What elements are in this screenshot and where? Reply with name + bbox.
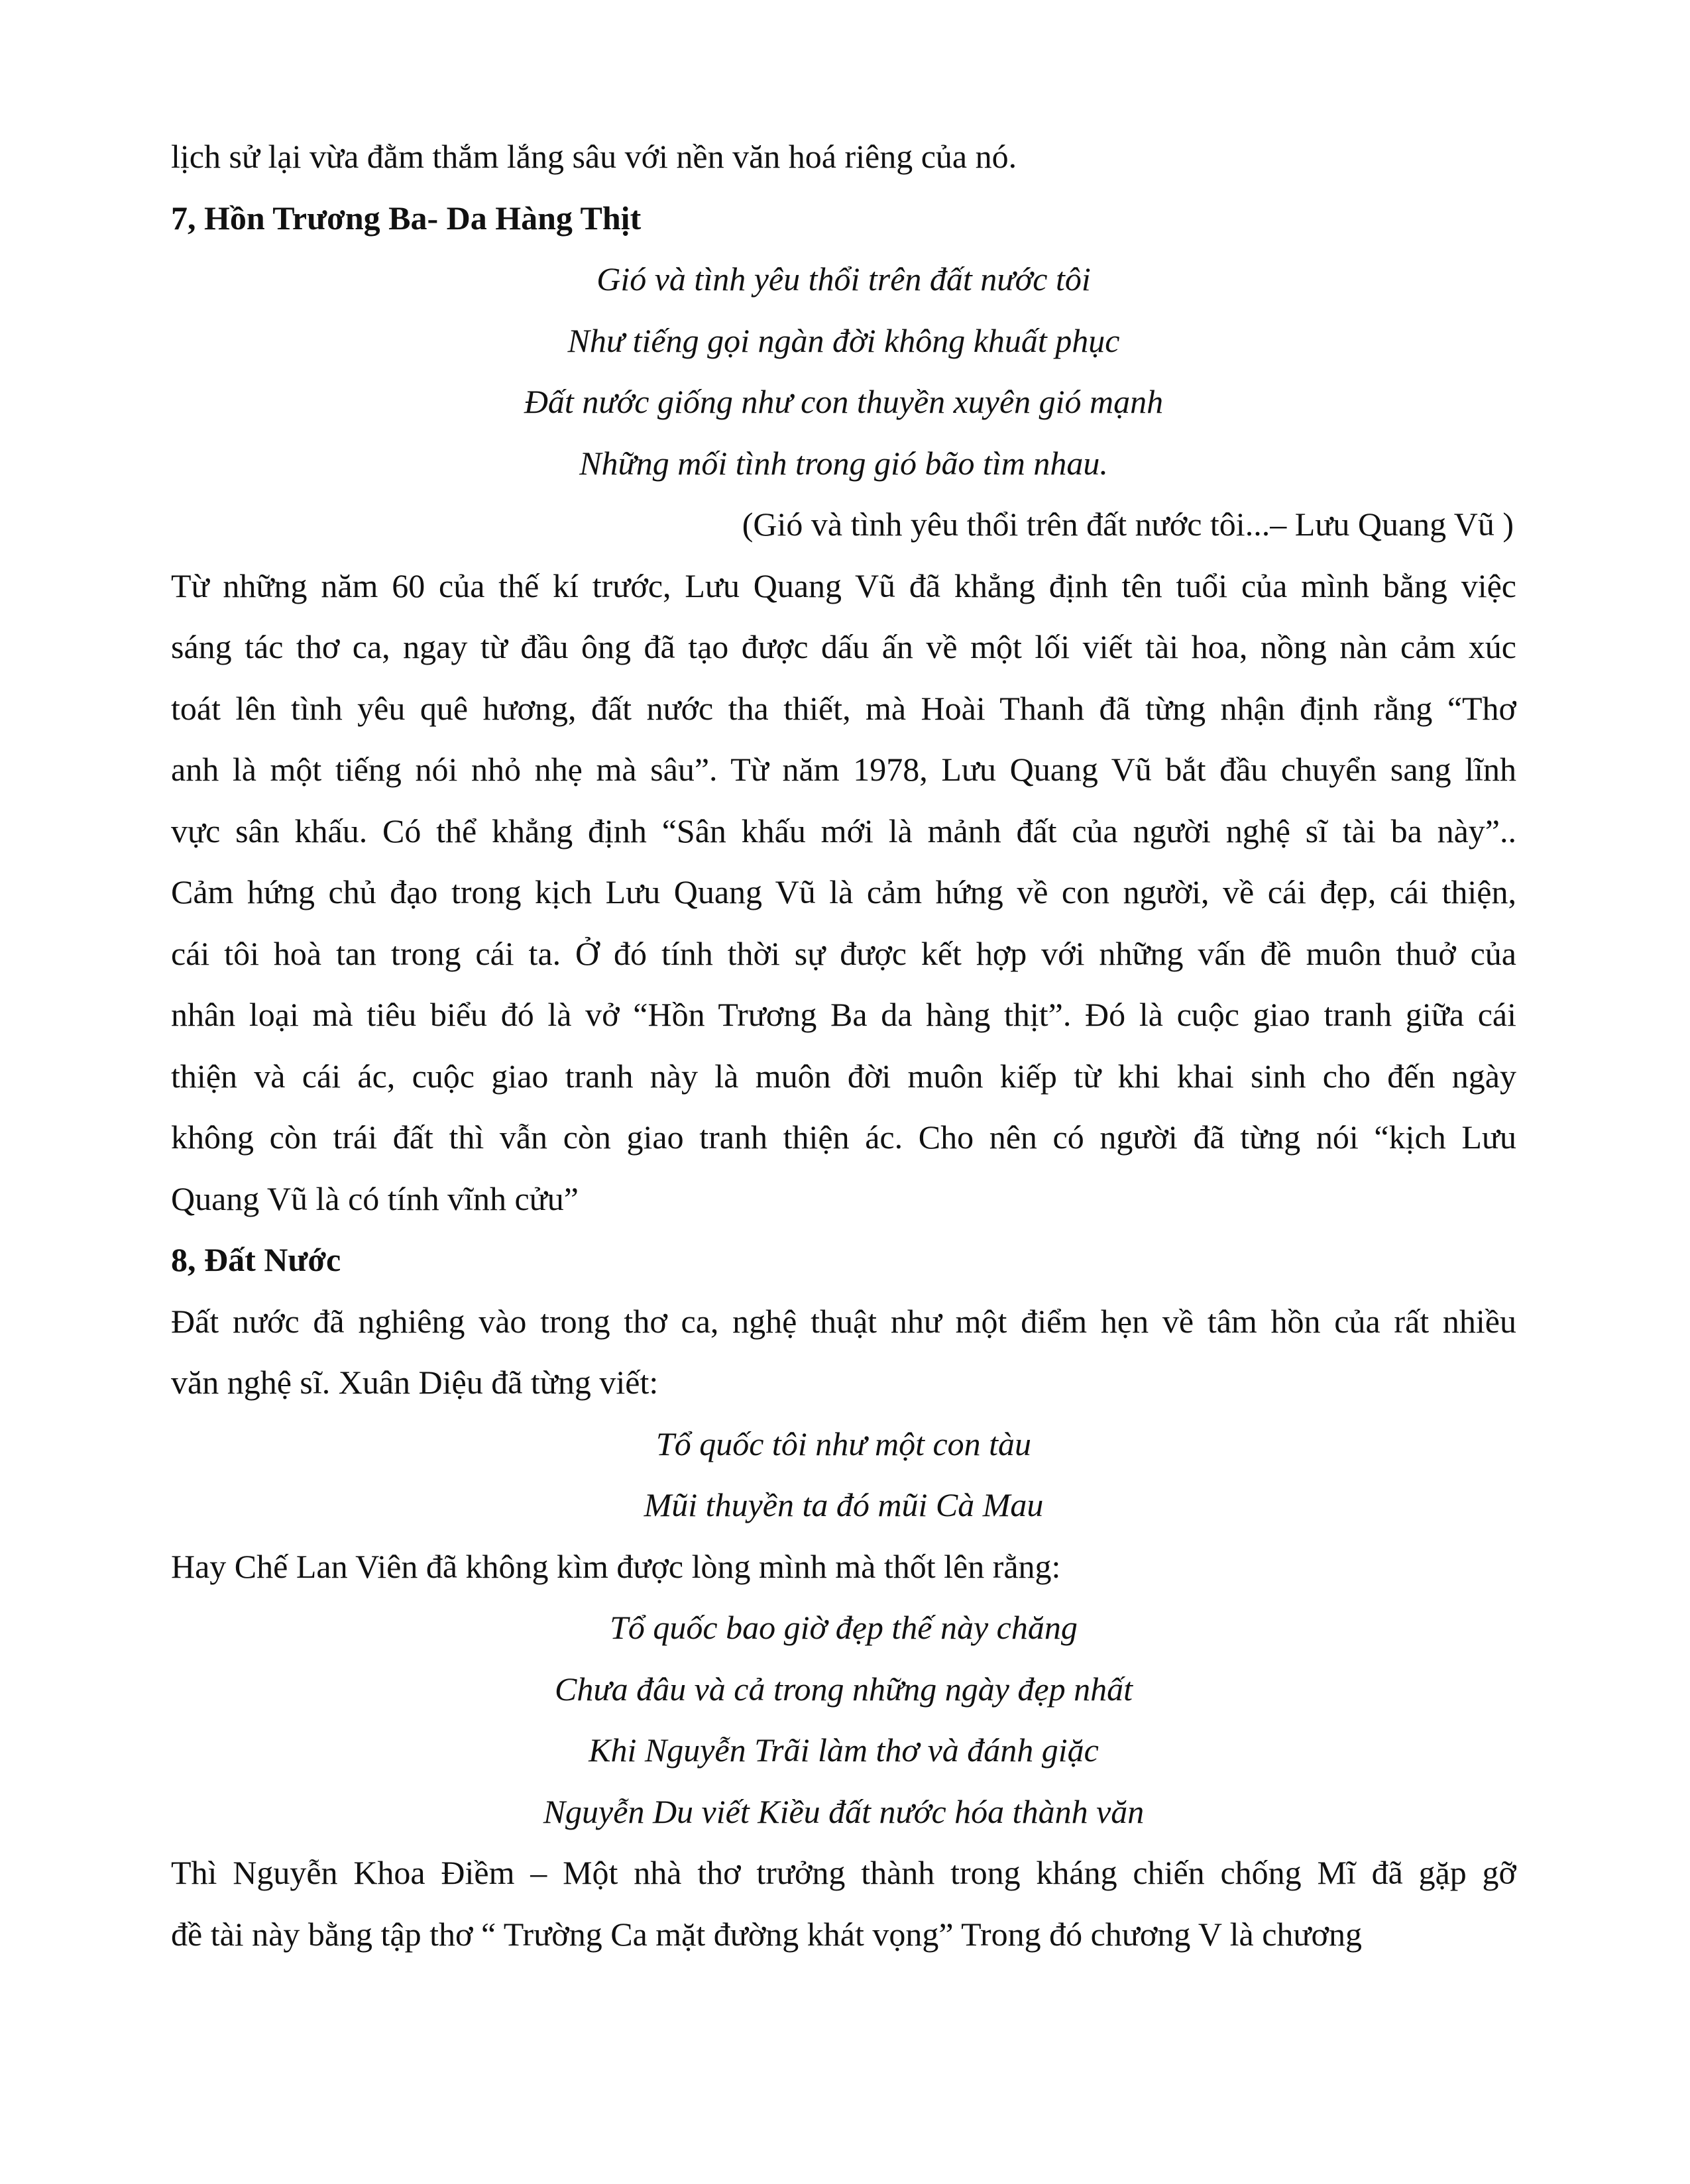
paragraph-line: Đất nước đã nghiêng vào trong thơ ca, nghệ thuật như một điểm hẹn về tâm hồn của rất nhiều <box>171 1302 1516 1340</box>
poem-line: Nguyễn Du viết Kiều đất nước hóa thành văn <box>543 1792 1145 1830</box>
poem-line: Tổ quốc tôi như một con tàu <box>655 1425 1032 1462</box>
poem-line: Mũi thuyền ta đó mũi Cà Mau <box>644 1486 1044 1523</box>
poem-line: Khi Nguyễn Trãi làm thơ và đánh giặc <box>589 1731 1099 1769</box>
section-8-heading: 8, Đất Nước <box>171 1241 341 1278</box>
paragraph-line: toát lên tình yêu quê hương, đất nước tha thiết, mà Hoài Thanh đã từng nhận định rằng “Thơ <box>171 689 1516 727</box>
document-page <box>171 126 1516 1965</box>
paragraph-line: vực sân khấu. Có thể khẳng định “Sân khấu mới là mảnh đất của người nghệ sĩ tài ba này”.. <box>171 812 1516 849</box>
paragraph-line: Hay Chế Lan Viên đã không kìm được lòng mình mà thốt lên rằng: <box>171 1547 1061 1585</box>
paragraph-line: Cảm hứng chủ đạo trong kịch Lưu Quang Vũ là cảm hứng về con người, về cái đẹp, cái thiện, <box>171 873 1516 910</box>
paragraph-line: anh là một tiếng nói nhỏ nhẹ mà sâu”. Từ năm 1978, Lưu Quang Vũ bắt đầu chuyển sang lĩnh <box>171 751 1516 788</box>
paragraph-line: không còn trái đất thì vẫn còn giao tranh thiện ác. Cho nên có người đã từng nói “kịch Lưu <box>171 1119 1516 1156</box>
paragraph-line: cái tôi hoà tan trong cái ta. Ở đó tính thời sự được kết hợp với những vấn đề muôn thuở của <box>171 934 1516 972</box>
paragraph-line: Thì Nguyễn Khoa Điềm – Một nhà thơ trưởng thành trong kháng chiến chống Mĩ đã gặp gỡ <box>171 1854 1516 1891</box>
poem-citation: (Gió và tình yêu thổi trên đất nước tôi...– Lưu Quang Vũ ) <box>742 506 1514 543</box>
paragraph-line: nhân loại mà tiêu biểu đó là vở “Hồn Trương Ba da hàng thịt”. Đó là cuộc giao tranh giữa cái <box>171 996 1516 1033</box>
intro-line: lịch sử lại vừa đằm thắm lắng sâu với nền văn hoá riêng của nó. <box>171 138 1017 175</box>
section-7-heading: 7, Hồn Trương Ba- Da Hàng Thịt <box>171 199 642 237</box>
poem-line: Những mối tình trong gió bão tìm nhau. <box>579 444 1108 482</box>
paragraph-line: sáng tác thơ ca, ngay từ đầu ông đã tạo được dấu ấn về một lối viết tài hoa, nồng nàn cảm xúc <box>171 628 1516 665</box>
paragraph-line: đề tài này bằng tập thơ “ Trường Ca mặt đường khát vọng” Trong đó chương V là chương <box>171 1915 1362 1953</box>
paragraph-line: Từ những năm 60 của thế kí trước, Lưu Quang Vũ đã khẳng định tên tuổi của mình bằng việc <box>171 567 1516 604</box>
poem-line: Như tiếng gọi ngàn đời không khuất phục <box>567 321 1120 359</box>
paragraph-line: văn nghệ sĩ. Xuân Diệu đã từng viết: <box>171 1364 659 1401</box>
paragraph-line: Quang Vũ là có tính vĩnh cửu” <box>171 1179 579 1217</box>
poem-line: Chưa đâu và cả trong những ngày đẹp nhất <box>554 1670 1133 1708</box>
poem-line: Gió và tình yêu thổi trên đất nước tôi <box>596 260 1091 298</box>
poem-line: Đất nước giống như con thuyền xuyên gió mạnh <box>524 383 1164 420</box>
poem-line: Tổ quốc bao giờ đẹp thế này chăng <box>610 1609 1078 1646</box>
paragraph-line: thiện và cái ác, cuộc giao tranh này là muôn đời muôn kiếp từ khi khai sinh cho đến ngày <box>171 1057 1516 1095</box>
